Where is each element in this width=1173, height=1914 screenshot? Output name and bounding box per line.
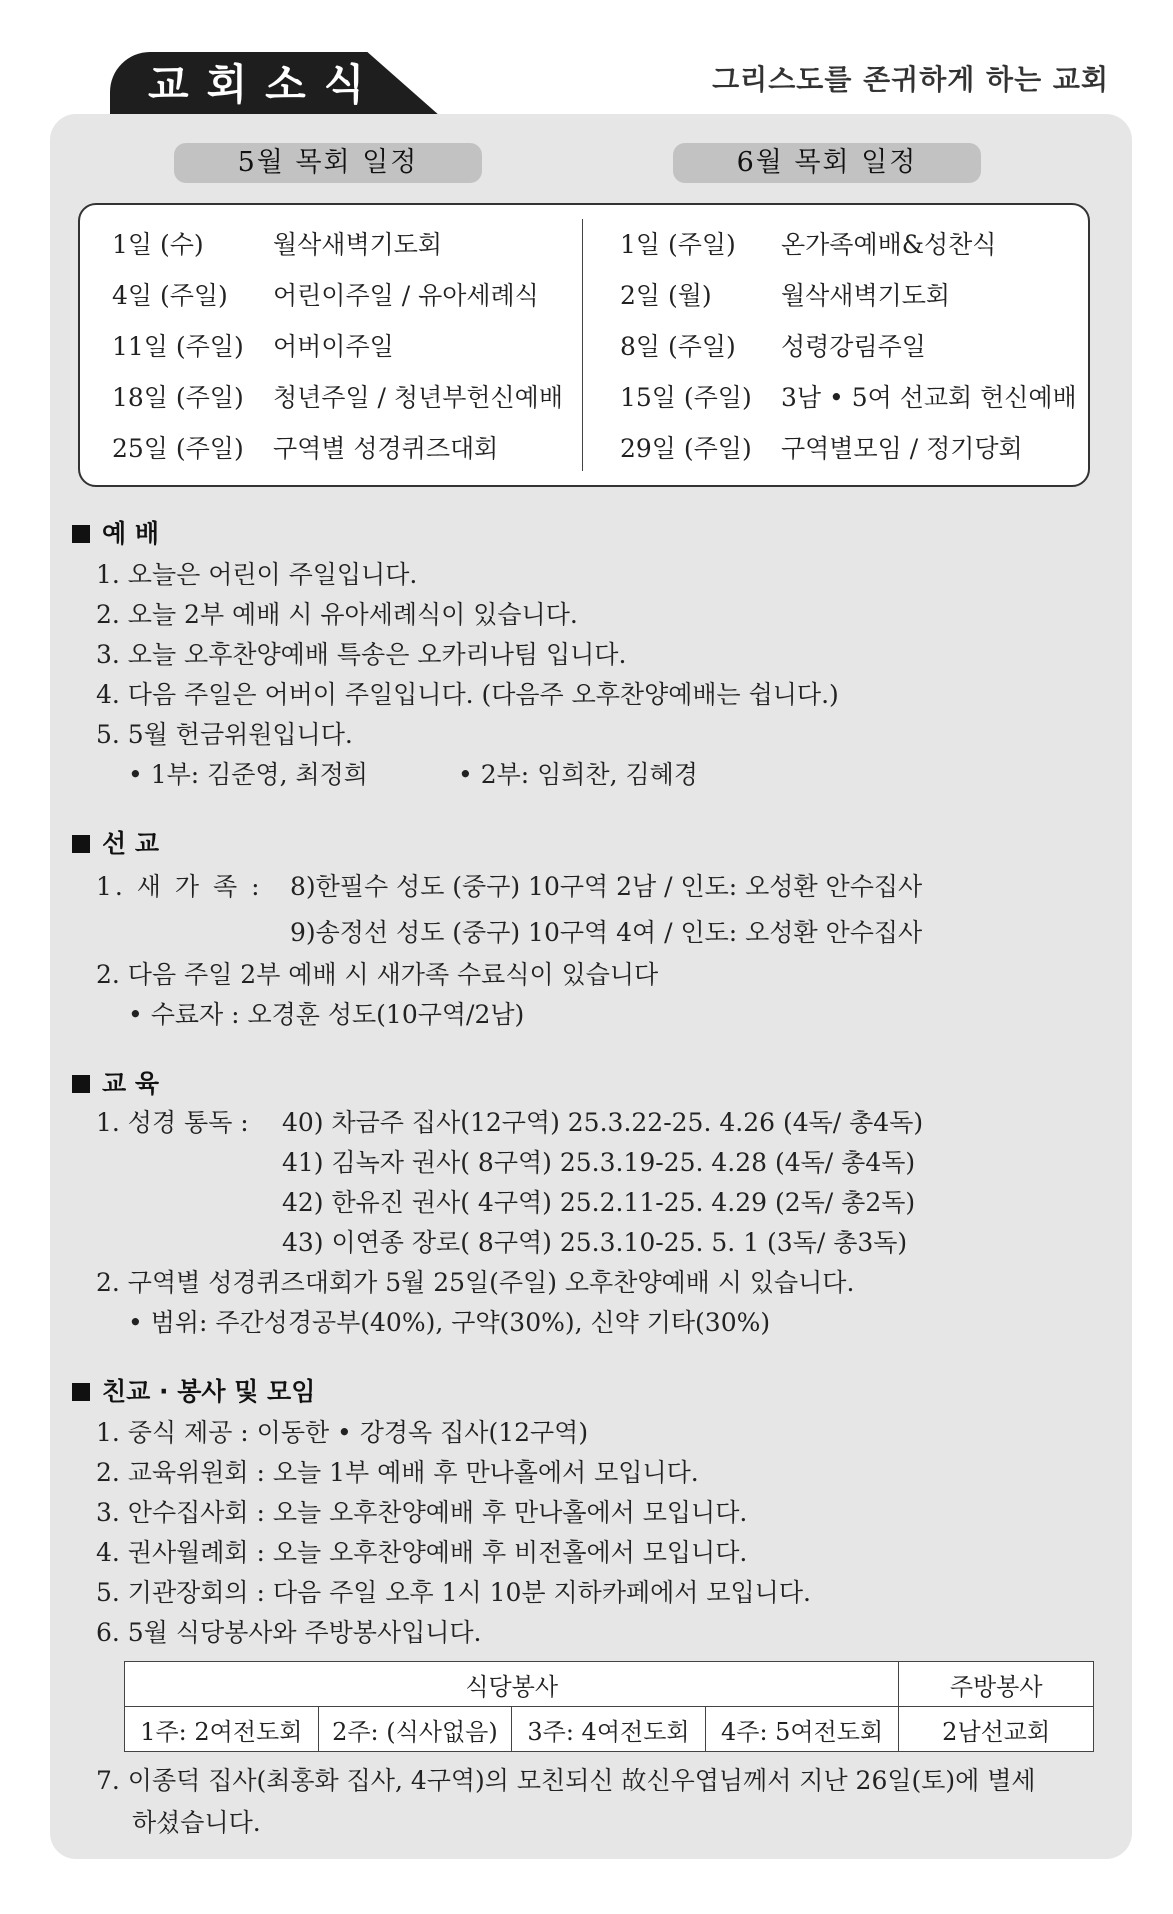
worship-item: 5. 5월 헌금위원입니다.	[96, 720, 353, 749]
mission-item: 2. 다음 주일 2부 예배 시 새가족 수료식이 있습니다	[96, 960, 659, 989]
new-family-entry: 8)한필수 성도 (중구) 10구역 2남 / 인도: 오성환 안수집사	[290, 872, 923, 901]
worship-item: 3. 오늘 오후찬양예배 특송은 오카리나팀 입니다.	[96, 640, 627, 669]
new-family-entry: 9)송정선 성도 (중구) 10구역 4여 / 인도: 오성환 안수집사	[290, 918, 923, 947]
church-slogan: 그리스도를 존귀하게 하는 교회	[712, 63, 1109, 96]
offering-first-service: • 1부: 김준영, 최정희	[128, 760, 368, 789]
june-event: 구역별모임 / 정기당회	[781, 434, 1023, 463]
fellowship-item-continued: 하셨습니다.	[132, 1808, 261, 1837]
fellowship-item: 2. 교육위원회 : 오늘 1부 예배 후 만나홀에서 모입니다.	[96, 1458, 699, 1487]
may-date: 4일 (주일)	[112, 281, 228, 310]
may-event: 청년주일 / 청년부헌신예배	[273, 383, 563, 412]
may-event: 어린이주일 / 유아세례식	[273, 281, 539, 310]
graduate-info: • 수료자 : 오경훈 성도(10구역/2남)	[128, 1000, 525, 1029]
fellowship-item: 1. 중식 제공 : 이동한 • 강경옥 집사(12구역)	[96, 1418, 589, 1447]
june-event: 월삭새벽기도회	[781, 281, 951, 310]
education-item: 2. 구역별 성경퀴즈대회가 5월 25일(주일) 오후찬양예배 시 있습니다.	[96, 1268, 855, 1297]
square-bullet-icon	[72, 835, 90, 853]
june-date: 15일 (주일)	[620, 383, 752, 412]
worship-item: 1. 오늘은 어린이 주일입니다.	[96, 560, 418, 589]
education-heading-text: 교 육	[102, 1069, 160, 1098]
dining-week-cell: 1주: 2여전도회	[125, 1707, 319, 1752]
fellowship-item: 7. 이종덕 집사(최홍화 집사, 4구역)의 모친되신 故신우엽님께서 지난 26일(토)에 별세	[96, 1766, 1036, 1795]
square-bullet-icon	[72, 1075, 90, 1093]
june-date: 1일 (주일)	[620, 230, 736, 259]
may-date: 18일 (주일)	[112, 383, 244, 412]
may-schedule-title: 5월 목회 일정	[174, 143, 482, 183]
bible-reading-entry: 43) 이연종 장로( 8구역) 25.3.10-25. 5. 1 (3독/ 총3독)	[282, 1228, 908, 1257]
square-bullet-icon	[72, 1383, 90, 1401]
worship-heading-text: 예 배	[102, 519, 160, 548]
education-heading	[72, 1066, 159, 1102]
service-table	[124, 1661, 1094, 1752]
may-date: 25일 (주일)	[112, 434, 244, 463]
fellowship-heading	[72, 1374, 315, 1410]
worship-item: 4. 다음 주일은 어버이 주일입니다. (다음주 오후찬양예배는 쉽니다.)	[96, 680, 839, 709]
may-event: 구역별 성경퀴즈대회	[273, 434, 499, 463]
kitchen-service-header: 주방봉사	[899, 1662, 1094, 1707]
schedule-box	[78, 203, 1090, 487]
dining-week-cell: 3주: 4여전도회	[512, 1707, 706, 1752]
bible-reading-label: 1. 성경 통독 :	[96, 1108, 249, 1137]
dining-service-header: 식당봉사	[125, 1662, 899, 1707]
may-date: 11일 (주일)	[112, 332, 244, 361]
new-family-label: 1. 새 가 족 :	[96, 872, 263, 901]
june-date: 2일 (월)	[620, 281, 712, 310]
june-event: 3남 • 5여 선교회 헌신예배	[781, 383, 1077, 412]
worship-heading	[72, 516, 159, 552]
quiz-scope: • 범위: 주간성경공부(40%), 구약(30%), 신약 기타(30%)	[128, 1308, 771, 1337]
fellowship-item: 6. 5월 식당봉사와 주방봉사입니다.	[96, 1618, 482, 1647]
fellowship-heading-text: 친교 · 봉사 및 모임	[102, 1377, 316, 1406]
may-date: 1일 (수)	[112, 230, 204, 259]
dining-week-cell: 2주: (식사없음)	[318, 1707, 512, 1752]
june-schedule-title: 6월 목회 일정	[673, 143, 981, 183]
june-date: 29일 (주일)	[620, 434, 752, 463]
june-event: 성령강림주일	[781, 332, 926, 361]
dining-week-cell: 4주: 5여전도회	[705, 1707, 899, 1752]
fellowship-item: 5. 기관장회의 : 다음 주일 오후 1시 10분 지하카페에서 모입니다.	[96, 1578, 811, 1607]
bible-reading-entry: 42) 한유진 권사( 4구역) 25.2.11-25. 4.29 (2독/ 총2독)	[282, 1188, 916, 1217]
square-bullet-icon	[72, 525, 90, 543]
kitchen-service-cell: 2남선교회	[899, 1707, 1094, 1752]
offering-second-service: • 2부: 임희찬, 김혜경	[458, 760, 698, 789]
june-date: 8일 (주일)	[620, 332, 736, 361]
bible-reading-entry: 40) 차금주 집사(12구역) 25.3.22-25. 4.26 (4독/ 총4독)	[282, 1108, 924, 1137]
mission-heading-text: 선 교	[102, 829, 160, 858]
may-event: 월삭새벽기도회	[273, 230, 443, 259]
mission-heading	[72, 826, 159, 862]
may-event: 어버이주일	[273, 332, 394, 361]
page-title: 교회소식	[148, 60, 383, 109]
bible-reading-entry: 41) 김녹자 권사( 8구역) 25.3.19-25. 4.28 (4독/ 총4독)	[282, 1148, 916, 1177]
fellowship-item: 3. 안수집사회 : 오늘 오후찬양예배 후 만나홀에서 모입니다.	[96, 1498, 748, 1527]
june-event: 온가족예배&성찬식	[781, 230, 997, 259]
fellowship-item: 4. 권사월례회 : 오늘 오후찬양예배 후 비전홀에서 모입니다.	[96, 1538, 748, 1567]
schedule-divider	[582, 219, 583, 471]
worship-item: 2. 오늘 2부 예배 시 유아세례식이 있습니다.	[96, 600, 578, 629]
